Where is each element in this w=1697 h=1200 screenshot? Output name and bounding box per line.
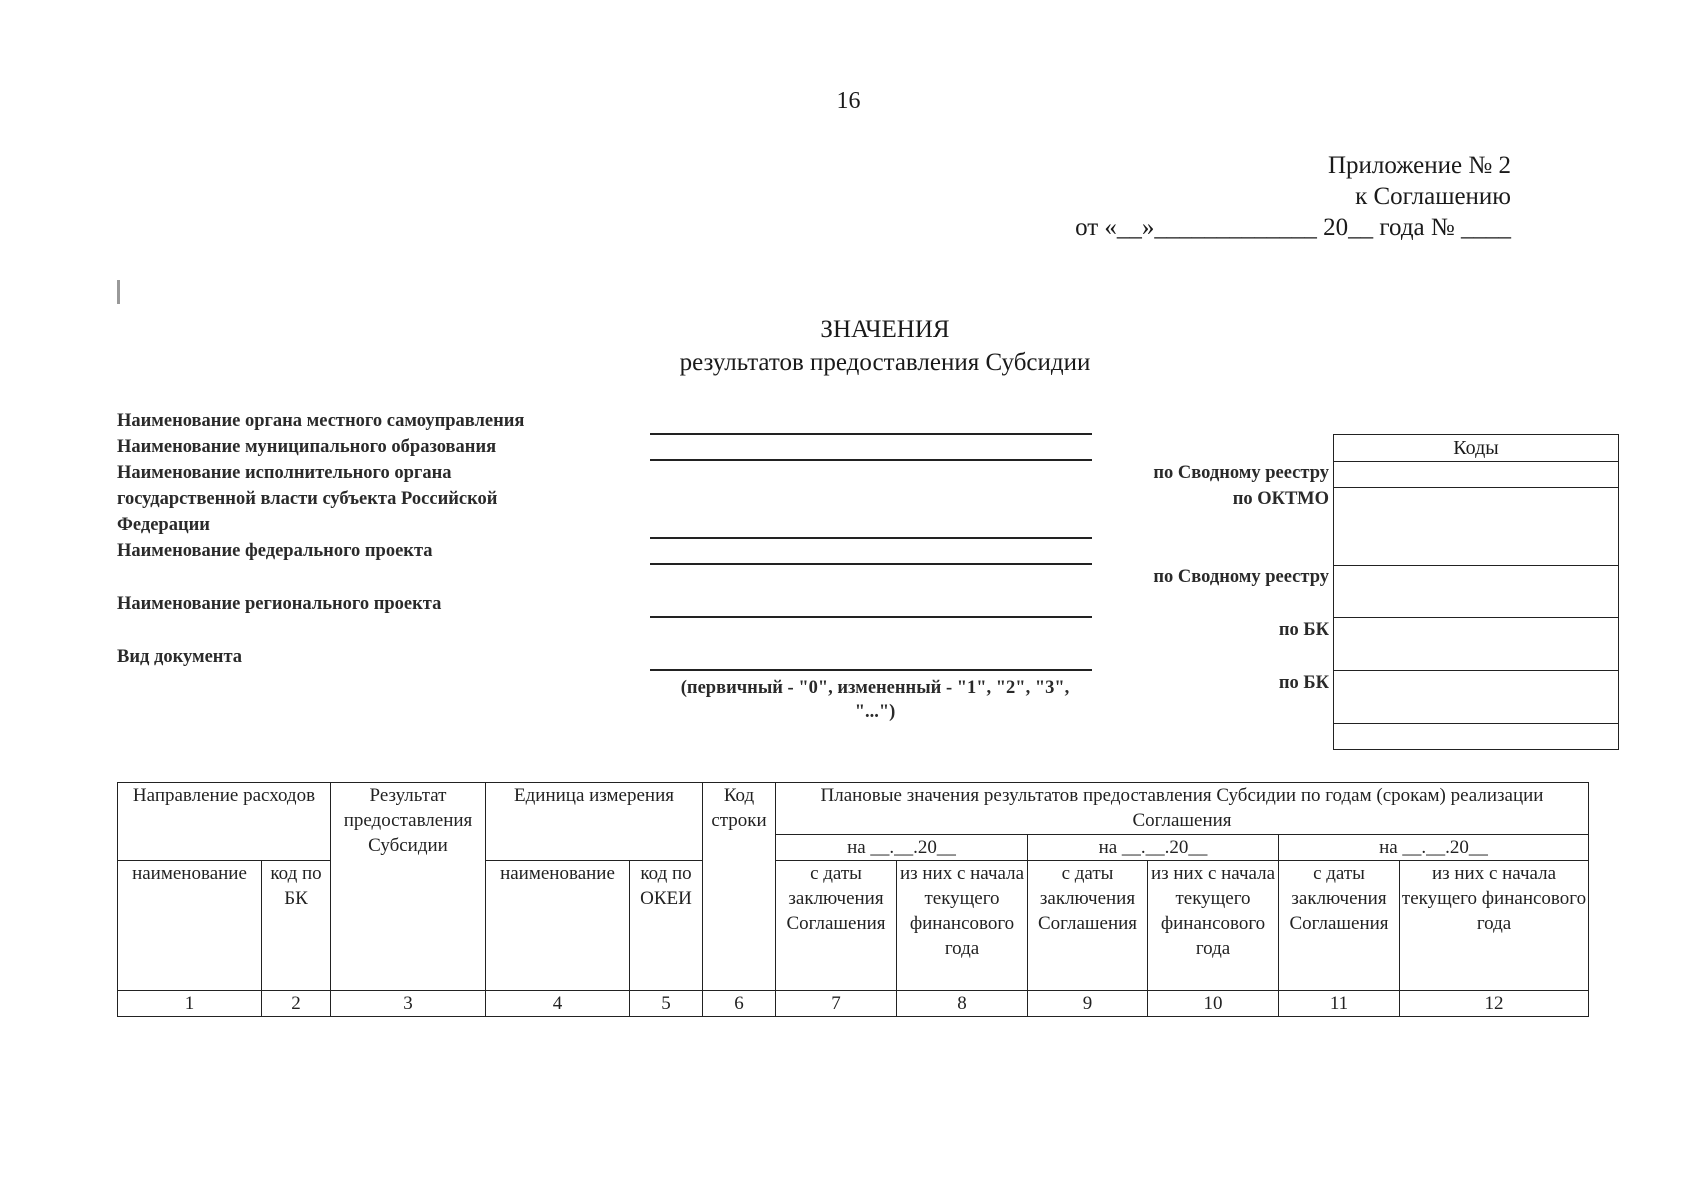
column-number: 5	[630, 991, 703, 1017]
field-line-executive-body	[650, 537, 1092, 539]
field-line-document-type	[650, 669, 1092, 671]
codes-cell-oktmo	[1334, 487, 1618, 566]
appendix-date-number: от «__»_____________ 20__ года № ____	[1075, 214, 1511, 241]
column-number: 2	[262, 991, 331, 1017]
label-municipality: Наименование муниципального образования	[117, 437, 497, 457]
column-number: 4	[486, 991, 630, 1017]
header-result: Результат предоставления Субсидии	[331, 783, 486, 991]
header-from-date-3: с даты заключения Соглашения	[1279, 861, 1400, 991]
subsidy-results-table	[117, 782, 1589, 1017]
codes-label-bk-1: по БК	[1278, 620, 1329, 640]
hint-line-2: "...")	[854, 702, 896, 722]
label-executive-body-1: Наименование исполнительного органа	[117, 463, 452, 483]
codes-label-oktmo: по ОКТМО	[1232, 489, 1329, 509]
header-unit-name: наименование	[486, 861, 630, 991]
column-number: 7	[776, 991, 897, 1017]
header-planned-values: Плановые значения результатов предоставления Субсидии по годам (срокам) реализации Соглашения	[776, 783, 1589, 835]
title-main: ЗНАЧЕНИЯ	[820, 316, 950, 343]
codes-box	[1333, 434, 1619, 750]
field-line-federal-project	[650, 563, 1092, 565]
field-line-local-government	[650, 433, 1092, 435]
codes-header: Коды	[1453, 437, 1499, 459]
codes-label-bk-2: по БК	[1278, 673, 1329, 693]
title-sub: результатов предоставления Субсидии	[679, 349, 1091, 376]
column-number: 1	[118, 991, 262, 1017]
column-numbers-row	[118, 991, 1589, 1017]
codes-header-row	[1334, 435, 1618, 462]
codes-cell-summary-register-2	[1334, 565, 1618, 618]
codes-cell-bk-1	[1334, 617, 1618, 671]
column-number: 12	[1400, 991, 1589, 1017]
column-number: 8	[897, 991, 1028, 1017]
scan-mark	[117, 280, 120, 304]
header-on-date-2: на __.__.20__	[1028, 835, 1279, 861]
header-since-year-start-3: из них с начала текущего финансового года	[1400, 861, 1589, 991]
header-okei-code: код по ОКЕИ	[630, 861, 703, 991]
label-executive-body-3: Федерации	[117, 515, 210, 535]
header-on-date-1: на __.__.20__	[776, 835, 1028, 861]
column-number: 9	[1028, 991, 1148, 1017]
field-line-municipality	[650, 459, 1092, 461]
header-expense-name: наименование	[118, 861, 262, 991]
label-document-type: Вид документа	[117, 647, 243, 667]
codes-label-summary-register-1: по Сводному реестру	[1153, 463, 1329, 483]
label-federal-project: Наименование федерального проекта	[117, 541, 433, 561]
header-from-date-2: с даты заключения Соглашения	[1028, 861, 1148, 991]
document-type-hint	[650, 676, 1100, 724]
label-regional-project: Наименование регионального проекта	[117, 594, 442, 614]
header-since-year-start-2: из них с начала текущего финансового года	[1148, 861, 1279, 991]
appendix-title: Приложение № 2	[1327, 152, 1511, 179]
field-line-regional-project	[650, 616, 1092, 618]
header-line-code: Код строки	[703, 783, 776, 991]
codes-cell-summary-register-1	[1334, 461, 1618, 488]
label-executive-body-2: государственной власти субъекта Российской	[117, 489, 498, 509]
header-unit: Единица измерения	[486, 783, 703, 861]
codes-cell-bk-2	[1334, 670, 1618, 724]
header-from-date-1: с даты заключения Соглашения	[776, 861, 897, 991]
appendix-agreement: к Соглашению	[1355, 183, 1511, 210]
column-number: 11	[1279, 991, 1400, 1017]
column-number: 6	[703, 991, 776, 1017]
header-bk-code: код по БК	[262, 861, 331, 991]
label-local-government: Наименование органа местного самоуправления	[117, 411, 525, 431]
header-on-date-3: на __.__.20__	[1279, 835, 1589, 861]
column-number: 3	[331, 991, 486, 1017]
header-expense-direction: Направление расходов	[118, 783, 331, 861]
column-number: 10	[1148, 991, 1279, 1017]
page-number: 16	[836, 88, 861, 114]
appendix-header	[1075, 150, 1511, 243]
codes-label-summary-register-2: по Сводному реестру	[1153, 567, 1329, 587]
document-title	[0, 313, 1697, 379]
header-since-year-start-1: из них с начала текущего финансового года	[897, 861, 1028, 991]
hint-line-1: (первичный - "0", измененный - "1", "2", "3",	[680, 678, 1070, 698]
